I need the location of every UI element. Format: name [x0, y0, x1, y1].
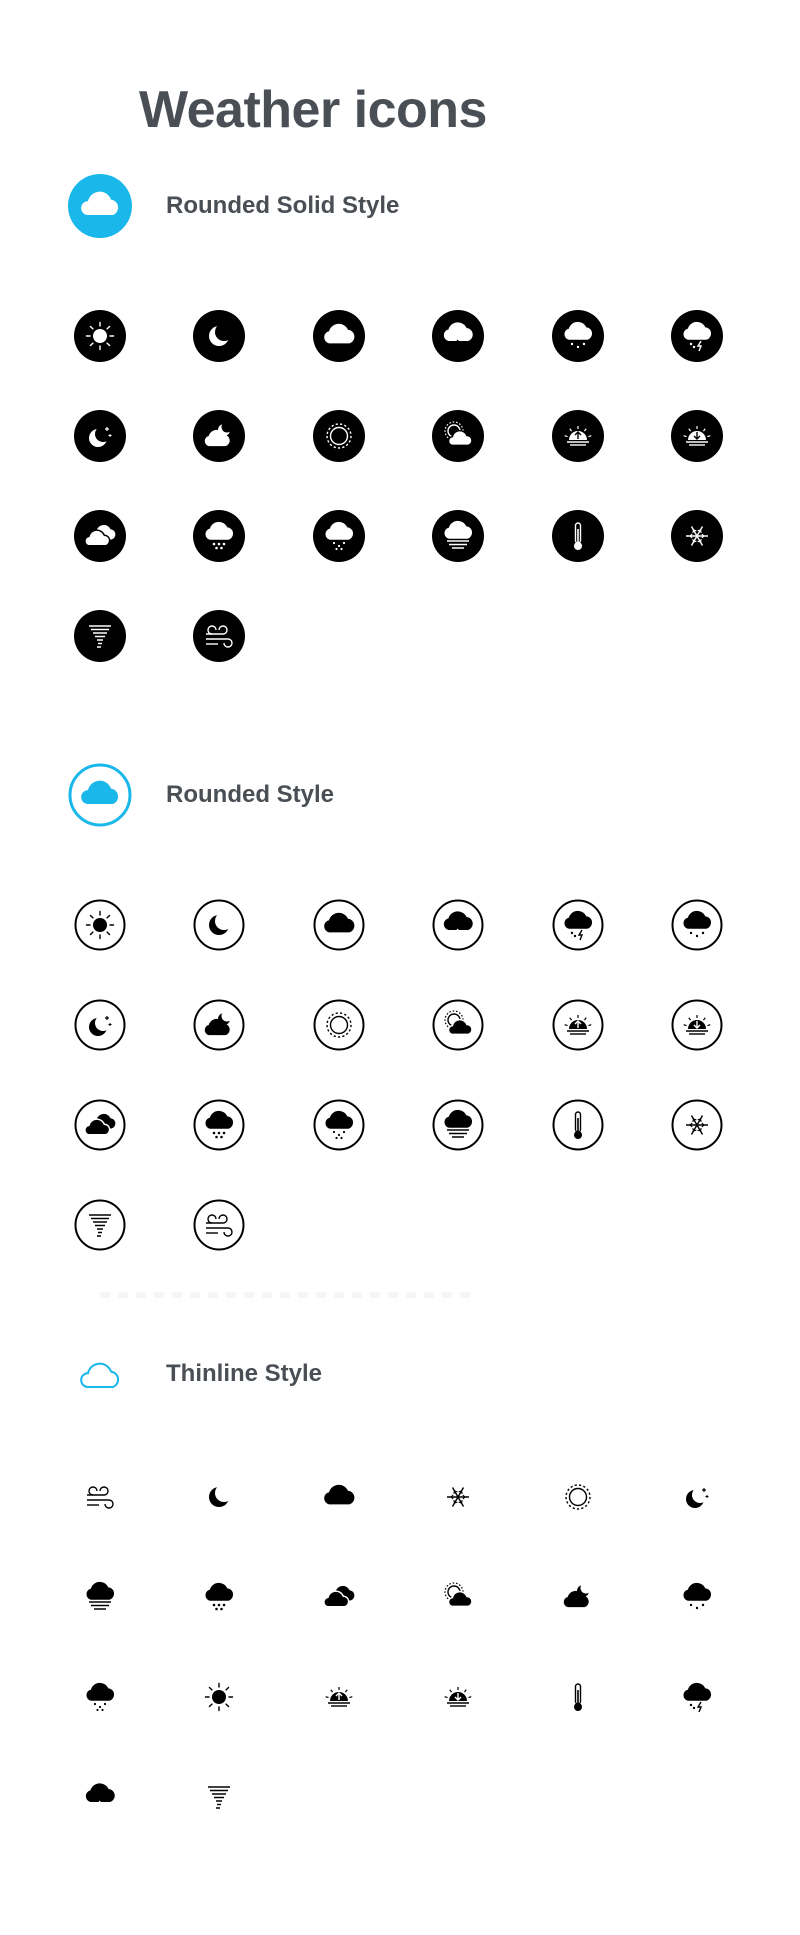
sunset-icon — [431, 1670, 485, 1724]
fog-icon — [73, 1570, 127, 1624]
sunset-icon — [670, 409, 724, 463]
thunderstorm-icon — [431, 309, 485, 363]
faded-text-artifact — [100, 1292, 470, 1298]
clear-night-icon — [73, 998, 127, 1052]
sleet-icon — [312, 1098, 366, 1152]
thermometer-icon — [551, 1670, 605, 1724]
wind-icon — [73, 1470, 127, 1524]
tornado-icon — [73, 1198, 127, 1252]
cloud-outline-badge-icon — [68, 763, 132, 827]
rain-icon — [670, 1570, 724, 1624]
partly-cloudy-night-icon — [551, 1570, 605, 1624]
partly-cloudy-day-icon — [431, 1570, 485, 1624]
rain-thunder-icon — [670, 309, 724, 363]
cloud-icon — [312, 898, 366, 952]
overcast-icon — [312, 409, 366, 463]
partly-cloudy-night-icon — [192, 998, 246, 1052]
clear-night-icon — [670, 1470, 724, 1524]
snowflake-icon — [431, 1470, 485, 1524]
page-title: Weather icons — [139, 81, 487, 139]
rain-icon — [670, 898, 724, 952]
sunrise-icon — [551, 409, 605, 463]
partly-cloudy-day-icon — [431, 998, 485, 1052]
tornado-icon — [73, 609, 127, 663]
cloudy-icon — [312, 1570, 366, 1624]
section-title: Rounded Solid Style — [166, 192, 400, 219]
thunderstorm-icon — [431, 898, 485, 952]
cloudy-icon — [73, 1098, 127, 1152]
cloud-solid-badge-icon — [68, 174, 132, 238]
cloud-thin-badge-icon — [68, 1342, 132, 1406]
sunrise-icon — [551, 998, 605, 1052]
moon-icon — [192, 1470, 246, 1524]
cloudy-icon — [73, 509, 127, 563]
clear-night-icon — [73, 409, 127, 463]
hail-icon — [192, 1570, 246, 1624]
partly-cloudy-night-icon — [192, 409, 246, 463]
section-title: Thinline Style — [166, 1360, 323, 1387]
hail-icon — [192, 1098, 246, 1152]
rain-thunder-icon — [551, 898, 605, 952]
wind-icon — [192, 609, 246, 663]
sleet-icon — [73, 1670, 127, 1724]
tornado-icon — [192, 1770, 246, 1824]
cloud-icon — [312, 1470, 366, 1524]
sun-icon — [192, 1670, 246, 1724]
hail-icon — [192, 509, 246, 563]
sleet-icon — [312, 509, 366, 563]
section-header-thinline — [68, 1342, 668, 1406]
section-title: Rounded Style — [166, 781, 335, 808]
rain-thunder-icon — [670, 1670, 724, 1724]
overcast-icon — [551, 1470, 605, 1524]
moon-icon — [192, 309, 246, 363]
section-header-rounded-solid — [68, 174, 668, 238]
section-header-rounded — [68, 763, 668, 827]
overcast-icon — [312, 998, 366, 1052]
thunderstorm-icon — [73, 1770, 127, 1824]
thermometer-icon — [551, 1098, 605, 1152]
moon-icon — [192, 898, 246, 952]
sunrise-icon — [312, 1670, 366, 1724]
sun-icon — [73, 898, 127, 952]
partly-cloudy-day-icon — [431, 409, 485, 463]
sunset-icon — [670, 998, 724, 1052]
rain-icon — [551, 309, 605, 363]
wind-icon — [192, 1198, 246, 1252]
sun-icon — [73, 309, 127, 363]
snowflake-icon — [670, 509, 724, 563]
fog-icon — [431, 509, 485, 563]
thermometer-icon — [551, 509, 605, 563]
fog-icon — [431, 1098, 485, 1152]
snowflake-icon — [670, 1098, 724, 1152]
cloud-icon — [312, 309, 366, 363]
